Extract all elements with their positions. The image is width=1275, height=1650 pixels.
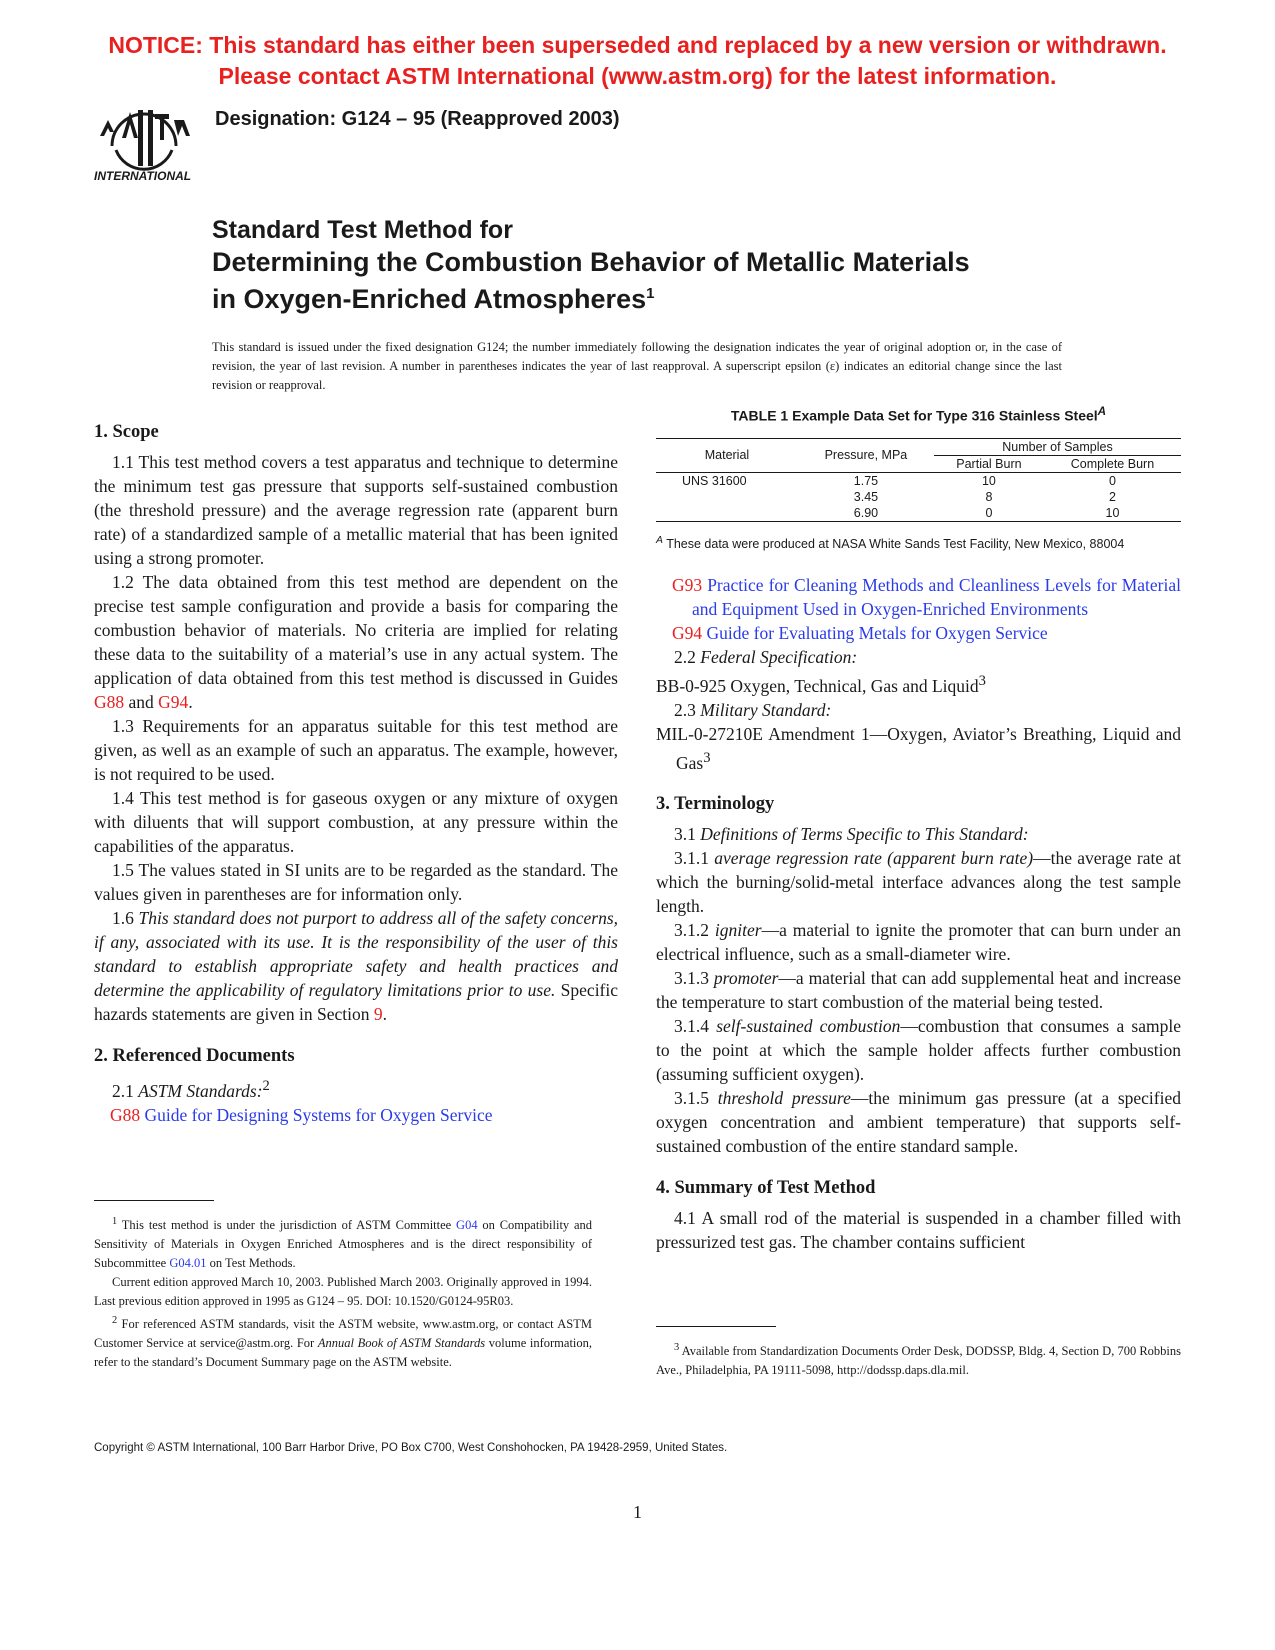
title-line-1: Standard Test Method for (212, 216, 513, 244)
scope-1-5: 1.5 The values stated in SI units are to be regarded as the standard. The values given in parentheses are for information only. (94, 860, 618, 904)
footnotes-right (656, 1338, 1181, 1380)
scope-1-4: 1.4 This test method is for gaseous oxygen or any mixture of oxygen with diluents that will support combustion, at any pressure within the capabilities of the apparatus. (94, 788, 618, 856)
ref-g88[interactable]: G88 Guide for Designing Systems for Oxygen Service (110, 1104, 493, 1125)
document-title (212, 214, 1112, 315)
ref-2-1: 2.1 ASTM Standards:$^2$ (112, 1078, 270, 1101)
page-number: 1 (633, 1502, 642, 1522)
term-3-1-1: 3.1.1 average regression rate (apparent burn rate)—the average rate at which the burning/solid-metal interface advances along the test sample length. (656, 848, 1182, 917)
table-1 (656, 400, 1181, 553)
scope-1-6: 1.6 This standard does not purport to address all of the safety concerns, if any, associated with its use. It is the responsibility of the user of this standard to establish appropriate safety and health practices and determine the applicability of regulatory limitations prior to use. Specific hazards statements are given in Section 9. (94, 908, 619, 1024)
svg-text:INTERNATIONAL: INTERNATIONAL (94, 169, 192, 183)
left-column (94, 420, 618, 1127)
title-footnote-mark[interactable]: 1 (646, 285, 655, 302)
notice-banner (0, 30, 1275, 92)
mil-std: MIL-0-27210E Amendment 1—Oxygen, Aviator’s Breathing, Liquid and Gas$^3$ (656, 723, 1181, 773)
footnote-rule-right (656, 1326, 776, 1327)
link-g94[interactable]: G94 (158, 692, 189, 712)
referenced-docs-heading: 2. Referenced Documents (94, 1046, 295, 1066)
ref-g94[interactable]: G94 Guide for Evaluating Metals for Oxygen Service (672, 622, 1048, 643)
footnote-3: $^3$ Available from Standardization Documents Order Desk, DODSSP, Bldg. 4, Section D, 700 Robbins Ave., Philadelphia, PA 19111-5098, http://dodssp.daps.dla.mil. (656, 1342, 1182, 1378)
summary-4-1: 4.1 A small rod of the material is suspended in a chamber filled with pressurized test gas. The chamber contains sufficient (656, 1208, 1181, 1253)
table-row: 6.90 0 10 (656, 505, 1181, 522)
footnote-2: $^2$ For referenced ASTM standards, visit the ASTM website, www.astm.org, or contact ASTM Customer Service at service@astm.org. For Annual Book of ASTM Standards volume information, refer to the standard’s Document Summary page on the ASTM website. (94, 1315, 593, 1370)
link-g04[interactable]: G04 (456, 1218, 478, 1233)
fed-spec: BB-0-925 Oxygen, Technical, Gas and Liquid$^3$ (656, 672, 986, 696)
th-material: Material (656, 438, 798, 472)
term-3-1-2: 3.1.2 igniter—a material to ignite the promoter that can burn under an electrical influence, such as a small-diameter wire. (656, 920, 1181, 965)
ref-g93[interactable]: G93 Practice for Cleaning Methods and Cleanliness Levels for Material and Equipment Used in Oxygen-Enriched Environments (672, 574, 1182, 619)
term-3-1-5: 3.1.5 threshold pressure—the minimum gas pressure (at a specified oxygen concentration and ambient temperature) that supports self-sustained combustion of the entire standard sample. (656, 1088, 1181, 1157)
table-title: TABLE 1 Example Data Set for Type 316 Stainless Steel$^A$ (730, 405, 1107, 424)
scope-heading: 1. Scope (94, 422, 159, 442)
ref-2-3: 2.3 Military Standard: (674, 699, 832, 720)
terminology-heading: 3. Terminology (656, 794, 775, 815)
notice-line-2: Please contact ASTM International (www.astm.org) for the latest information. (218, 63, 1057, 89)
ref-2-2: 2.2 Federal Specification: (674, 646, 858, 667)
th-samples: Number of Samples (934, 438, 1181, 455)
copyright: Copyright © ASTM International, 100 Barr Harbor Drive, PO Box C700, West Conshohocken, PA 19428-2959, United States. (94, 1442, 728, 1454)
right-column (656, 400, 1181, 1254)
title-line-2: Determining the Combustion Behavior of Metallic Materials (212, 247, 970, 277)
th-complete: Complete Burn (1070, 456, 1155, 471)
summary-heading: 4. Summary of Test Method (656, 1178, 876, 1199)
th-pressure: Pressure, MPa (798, 438, 934, 472)
th-partial: Partial Burn (956, 456, 1022, 471)
link-g04-01[interactable]: G04.01 (169, 1256, 207, 1271)
footnote-1b: Current edition approved March 10, 2003. Published March 2003. Originally approved in 1994. Last previous edition approved in 1995 as G124 – 95. DOI: 10.1520/G0124-95R03. (94, 1275, 592, 1309)
astm-logo-icon (92, 98, 200, 184)
scope-1-2: 1.2 The data obtained from this test method are dependent on the precise test sample configuration and provide a basis for comparing the combustion behavior of materials. No criteria are implied for relating these data to the suitability of a material’s use in any actual system. The application of data obtained from this test method is discussed in Guides G88 and G94. (94, 572, 618, 712)
scope-1-3: 1.3 Requirements for an apparatus suitable for this test method are given, as well as an example of such an apparatus. The example, however, is not required to be used. (94, 716, 618, 784)
designation: Designation: G124 – 95 (Reapproved 2003) (215, 108, 620, 130)
issue-note: This standard is issued under the fixed designation G124; the number immediately following the designation indicates the year of original adoption or, in the case of revision, the year of last revision. A number in parentheses indicates the year of last reapproval. A superscript epsilon (ε) indicates an editorial change since the last revision or reapproval. (212, 340, 1062, 392)
term-3-1: 3.1 Definitions of Terms Specific to This Standard: (674, 824, 1029, 845)
footnote-rule-left (94, 1200, 214, 1201)
table-row: UNS 31600 1.75 10 0 (682, 473, 1116, 488)
link-section-9[interactable]: 9 (373, 1004, 383, 1024)
data-table (656, 438, 1181, 522)
footnote-1: $^1$ This test method is under the jurisdiction of ASTM Committee G04 on Compatibility and Sensitivity of Materials in Oxygen Enriched Atmospheres and is the direct responsibility of Subcommittee G04.01 on Test Methods. (94, 1216, 593, 1271)
table-footnote: $^A$ These data were produced at NASA White Sands Test Facility, New Mexico, 88004 (656, 534, 1125, 551)
scope-1-1: 1.1 This test method covers a test apparatus and technique to determine the minimum test gas pressure that supports self-sustained combustion (the threshold pressure) and the average regression rate (apparent burn rate) of a standardized sample of a metallic material that has been ignited using a strong promoter. (94, 452, 618, 568)
term-3-1-3: 3.1.3 promoter—a material that can add supplemental heat and increase the temperature to start combustion of the material being tested. (656, 968, 1182, 1013)
term-3-1-4: 3.1.4 self-sustained combustion—combustion that consumes a sample to the point at which the sample holder affects further combustion (assuming sufficient oxygen). (656, 1016, 1181, 1085)
table-row: 3.45 8 2 (853, 489, 1116, 504)
notice-line-1: NOTICE: This standard has either been superseded and replaced by a new version or withdrawn. (108, 32, 1167, 58)
title-line-3: in Oxygen-Enriched Atmospheres$^1$ (212, 284, 655, 314)
link-g88[interactable]: G88 (94, 692, 125, 712)
footnotes-left (94, 1212, 592, 1372)
